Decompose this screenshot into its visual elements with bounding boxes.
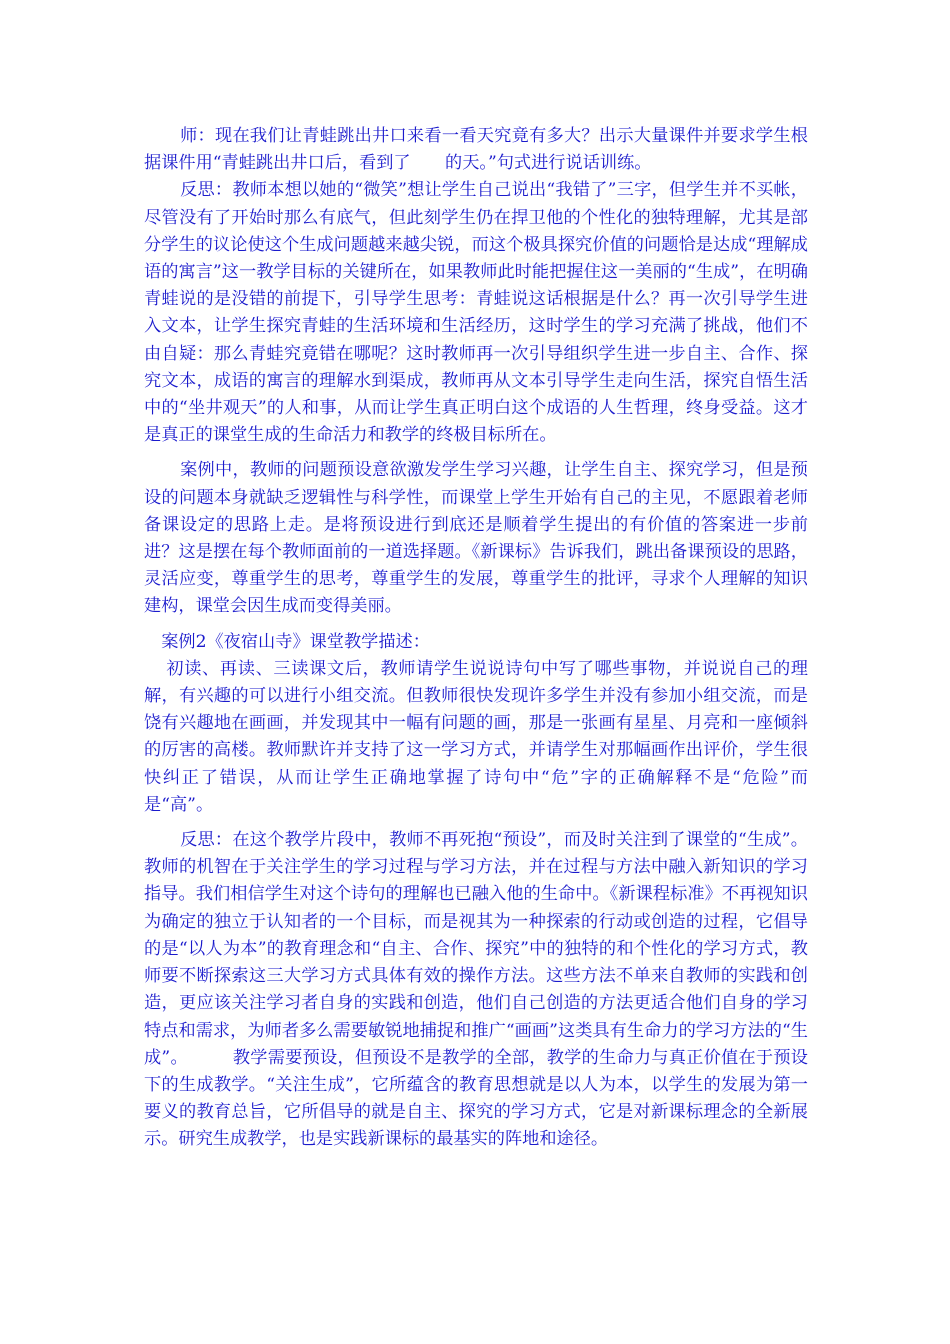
paragraph-teacher-dialogue-part2: 的天。”句式进行说话训练。 — [445, 153, 652, 174]
document-page — [144, 123, 808, 1154]
paragraph-reflection-2-part2: 教学需要预设，但预设不是教学的全部，教学的生命力与真正价值在于预设下的生成教学。“关注生成”，它所蕴含的教育思想就是以人为本，以学生的发展为第一要义的教育总旨，它所倡导的就是自主、探究的学习方式，它是对新课标理念的全新展示。研究生成教学，也是实践新课标的最基实的阵地和途径。 — [144, 1047, 808, 1150]
paragraph-case-2-description: 初读、再读、三读课文后，教师请学生说说诗句中写了哪些事物，并说说自己的理解，有兴趣的可以进行小组交流。但教师很快发现许多学生并没有参加小组交流，而是饶有兴趣地在画画，并发现其中一幅有问题的画，那是一张画有星星、月亮和一座倾斜的厉害的高楼。教师默许并支持了这一学习方式，并请学生对那幅画作出评价，学生很快纠正了错误，从而让学生正确地掌握了诗句中“危”字的正确解释不是“危险”而是“高”。 — [144, 658, 808, 815]
paragraph-reflection-2 — [144, 827, 808, 1153]
paragraph-reflection-1: 反思：教师本想以她的“微笑”想让学生自己说出“我错了”三字，但学生并不买帐，尽管没有了开始时那么有底气，但此刻学生仍在捍卫他的个性化的独特理解，尤其是部分学生的议论使这个生成问题越来越尖锐，而这个极具探究价值的问题恰是达成“理解成语的寓言”这一教学目标的关键所在，如果教师此时能把握住这一美丽的“生成”，在明确青蛙说的是没错的前提下，引导学生思考：青蛙说这话根据是什么？再一次引导学生进入文本，让学生探究青蛙的生活环境和生活经历，这时学生的学习充满了挑战，他们不由自疑：那么青蛙究竟错在哪呢？这时教师再一次引导组织学生进一步自主、合作、探究文本，成语的寓言的理解水到渠成，教师再从文本引导学生走向生活，探究自悟生活中的“坐井观天”的人和事，从而让学生真正明白这个成语的人生哲理，终身受益。这才是真正的课堂生成的生命活力和教学的终极目标所在。 — [144, 180, 808, 446]
case-2-heading: 案例2《夜宿山寺》课堂教学描述： — [161, 631, 430, 652]
paragraph-teacher-dialogue — [144, 123, 808, 177]
paragraph-teacher-dialogue-part1: 师：现在我们让青蛙跳出井口来看一看天究竟有多大？出示大量课件并要求学生根据课件用“青蛙跳出井口后，看到了 — [144, 126, 808, 174]
paragraph-reflection-2-part1: 反思：在这个教学片段中，教师不再死抱“预设”，而及时关注到了课堂的“生成”。教师的机智在于关注学生的学习过程与学习方法，并在过程与方法中融入新知识的学习指导。我们相信学生对这个诗句的理解也已融入他的生命中。《新课程标准》不再视知识为确定的独立于认知者的一个目标，而是视其为一种探索的行动或创造的过程，它倡导的是“以人为本”的教育理念和“自主、合作、探究”中的独特的和个性化的学习方式，教师要不断探索这三大学习方式具体有效的操作方法。这些方法不单来自教师的实践和创造，更应该关注学习者自身的实践和创造，他们自己创造的方法更适合他们自身的学习特点和需求，为师者多么需要敏锐地捕捉和推广“画画”这类具有生命力的学习方法的“生成”。 — [144, 830, 808, 1068]
paragraph-case-analysis: 案例中，教师的问题预设意欲激发学生学习兴趣，让学生自主、探究学习，但是预设的问题本身就缺乏逻辑性与科学性，而课堂上学生开始有自己的主见，不愿跟着老师备课设定的思路上走。是将预设进行到底还是顺着学生提出的有价值的答案进一步前进？这是摆在每个教师面前的一道选择题。《新课标》告诉我们，跳出备课预设的思路，灵活应变，尊重学生的思考，尊重学生的发展，尊重学生的批评，寻求个人理解的知识建构，课堂会因生成而变得美丽。 — [144, 460, 808, 617]
